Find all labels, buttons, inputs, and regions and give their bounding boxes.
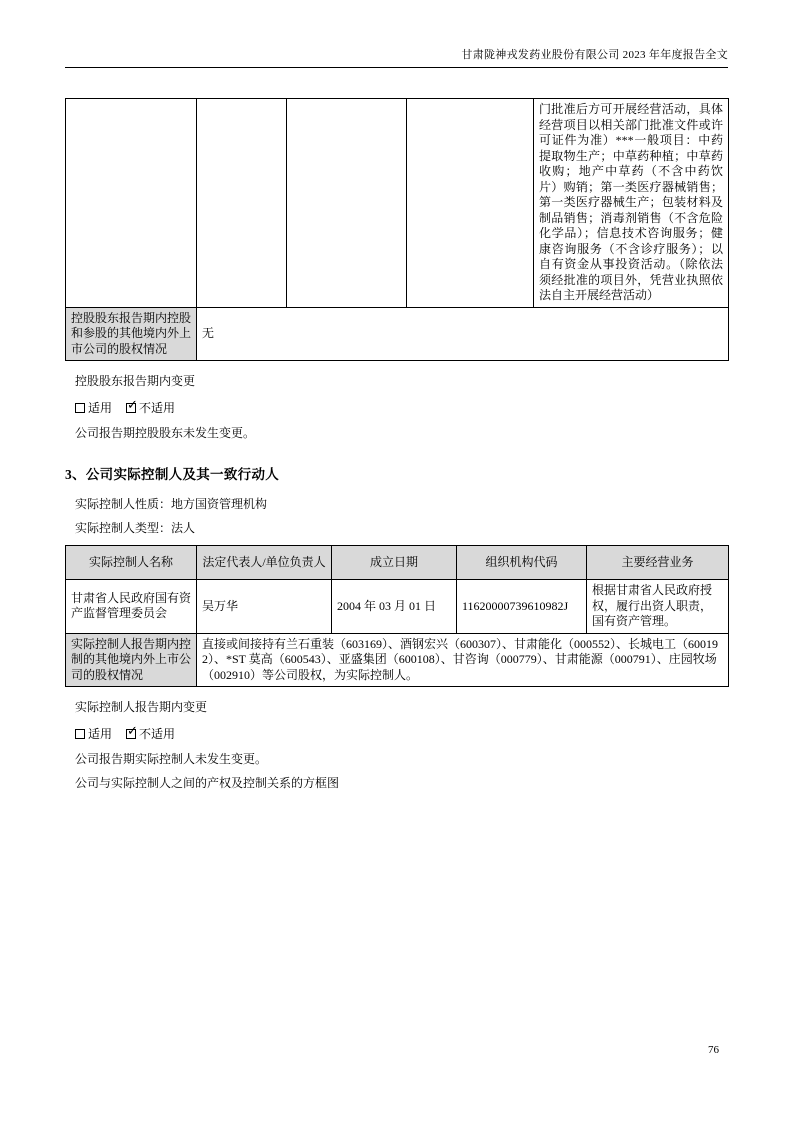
actual-change-applicability — [75, 725, 728, 742]
applicable-checkbox — [75, 403, 85, 413]
controlling-change-title: 控股股东报告期内变更 — [75, 374, 196, 388]
col-header-controller-name: 实际控制人名称 — [66, 546, 197, 580]
controlling-change-note: 公司报告期控股股东未发生变更。 — [75, 426, 256, 440]
representative-cell: 吴万华 — [197, 580, 332, 634]
controlling-shareholder-table — [65, 98, 729, 361]
empty-cell — [66, 99, 197, 308]
holding-equity-row — [66, 307, 729, 361]
controlling-change-applicability — [75, 399, 728, 416]
col-header-representative: 法定代表人/单位负责人 — [197, 546, 332, 580]
applicable-label: 适用 — [88, 727, 113, 741]
applicable-label: 适用 — [88, 401, 113, 415]
established-date-cell: 2004 年 03 月 01 日 — [332, 580, 457, 634]
actual-change-note: 公司报告期实际控制人未发生变更。 — [75, 752, 268, 766]
actual-controller-nature: 实际控制人性质：地方国资管理机构 — [75, 497, 268, 511]
empty-cell — [287, 99, 407, 308]
not-applicable-label: 不适用 — [139, 727, 176, 741]
controller-equity-row — [66, 633, 729, 687]
check-icon: ✓ — [127, 398, 138, 413]
page-header — [65, 0, 728, 68]
holding-equity-value-cell: 无 — [197, 307, 729, 361]
table2-header-row — [66, 546, 729, 580]
col-header-established-date: 成立日期 — [332, 546, 457, 580]
controller-data-row — [66, 580, 729, 634]
check-icon: ✓ — [127, 724, 138, 739]
ownership-diagram-caption: 公司与实际控制人之间的产权及控制关系的方框图 — [75, 776, 340, 790]
not-applicable-checkbox-checked — [126, 398, 138, 413]
col-header-main-business: 主要经营业务 — [587, 546, 729, 580]
empty-cell — [197, 99, 287, 308]
report-title: 甘肃陇神戎发药业股份有限公司 2023 年年度报告全文 — [461, 49, 728, 61]
not-applicable-label: 不适用 — [139, 401, 176, 415]
controller-name-cell: 甘肃省人民政府国有资产监督管理委员会 — [66, 580, 197, 634]
controller-equity-value-cell: 直接或间接持有兰石重装（603169）、酒钢宏兴（600307）、甘肃能化（000552）、长城电工（600192）、*ST 莫高（600543）、亚盛集团（600108）、甘咨询（000779）、甘肃能源（000791）、庄园牧场（002910）等公司股权，为实际控制人。 — [197, 633, 729, 687]
actual-change-title: 实际控制人报告期内变更 — [75, 700, 208, 714]
business-scope-continuation-cell: 门批准后方可开展经营活动，具体经营项目以相关部门批准文件或许可证件为准）***一般项目：中药提取物生产；中草药种植；中草药收购；地产中草药（不含中药饮片）购销；第一类医疗器械销售；第一类医疗器械生产；包装材料及制品销售；消毒剂销售（不含危险化学品）；信息技术咨询服务；健康咨询服务（不含诊疗服务）；以自有资金从事投资活动。（除依法须经批准的项目外，凭营业执照依法自主开展经营活动） — [534, 99, 729, 308]
applicable-checkbox — [75, 729, 85, 739]
main-business-cell: 根据甘肃省人民政府授权，履行出资人职责，国有资产管理。 — [587, 580, 729, 634]
actual-controller-type: 实际控制人类型：法人 — [75, 521, 196, 535]
org-code-cell: 11620000739610982J — [457, 580, 587, 634]
page-number: 76 — [708, 1044, 719, 1056]
actual-controller-table — [65, 545, 729, 687]
not-applicable-checkbox-checked — [126, 724, 138, 739]
business-scope-continuation-row — [66, 99, 729, 308]
controller-equity-label-cell: 实际控制人报告期内控制的其他境内外上市公司的股权情况 — [66, 633, 197, 687]
section3-heading: 3、公司实际控制人及其一致行动人 — [65, 467, 280, 482]
col-header-org-code: 组织机构代码 — [457, 546, 587, 580]
holding-equity-label-cell: 控股股东报告期内控股和参股的其他境内外上市公司的股权情况 — [66, 307, 197, 361]
empty-cell — [407, 99, 534, 308]
